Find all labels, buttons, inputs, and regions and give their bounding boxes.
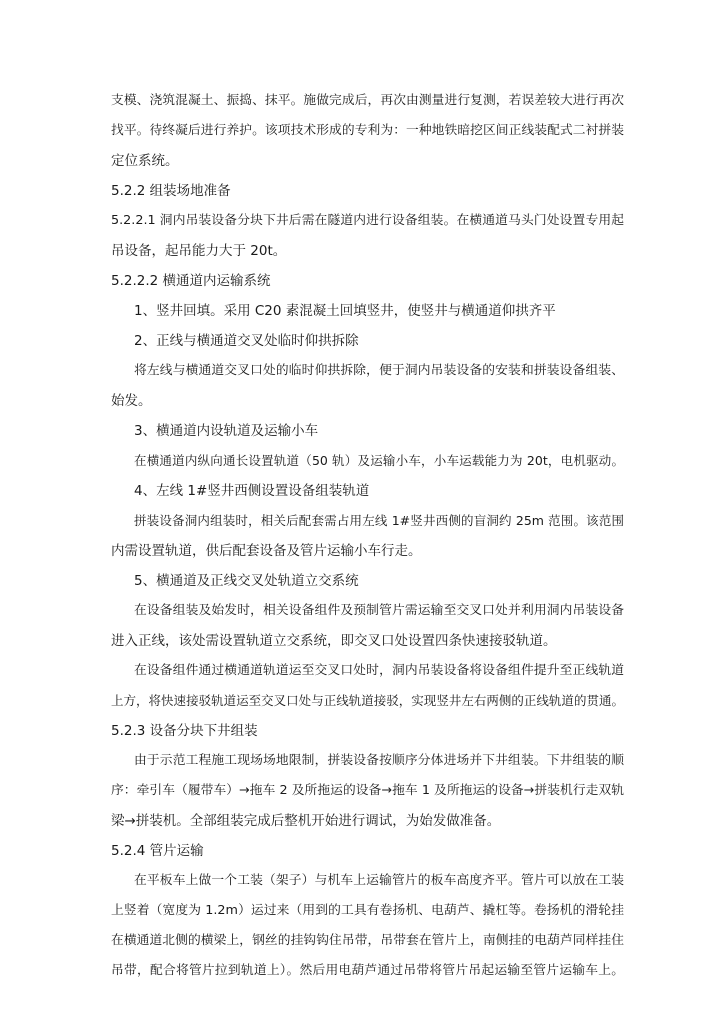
text-line: 进入正线，该处需设置轨道立交系统，即交叉口处设置四条快速接驳轨道。 bbox=[111, 633, 557, 649]
list-item: 1、竖井回填。采用 C20 素混凝土回填竖井，使竖井与横通道仰拱齐平 bbox=[134, 303, 556, 319]
text-line: 找平。待终凝后进行养护。该项技术形成的专利为：一种地铁暗挖区间正线装配式二衬拼装 bbox=[111, 123, 624, 138]
list-item: 2、正线与横通道交叉处临时仰拱拆除 bbox=[134, 333, 359, 349]
section-heading: 5.2.2 组装场地准备 bbox=[111, 183, 231, 199]
text-line: 将左线与横通道交叉口处的临时仰拱拆除，便于洞内吊装设备的安装和拼装设备组装、 bbox=[134, 363, 624, 378]
text-line: 拼装设备洞内组装时，相关后配套需占用左线 1#竖井西侧的盲洞约 25m 范围。该范围 bbox=[134, 513, 624, 528]
section-heading: 5.2.4 管片运输 bbox=[111, 843, 204, 859]
list-item: 5、横通道及正线交叉处轨道立交系统 bbox=[134, 573, 359, 589]
text-line: 吊设备，起吊能力大于 20t。 bbox=[111, 243, 287, 259]
text-line: 吊带，配合将管片拉到轨道上）。然后用电葫芦通过吊带将管片吊起运输至管片运输车上。 bbox=[111, 963, 624, 978]
text-line: 梁→拼装机。全部组装完成后整机开始进行调试，为始发做准备。 bbox=[111, 813, 501, 829]
text-line: 由于示范工程施工现场场地限制，拼装设备按顺序分体进场并下井组装。下井组装的顺 bbox=[134, 753, 624, 768]
section-heading: 5.2.3 设备分块下井组装 bbox=[111, 723, 258, 739]
text-line: 5.2.2.1 洞内吊装设备分块下井后需在隧道内进行设备组装。在横通道马头门处设置专用起 bbox=[111, 213, 624, 228]
section-heading: 5.2.2.2 横通道内运输系统 bbox=[111, 273, 271, 289]
text-line: 在横通道内纵向通长设置轨道（50 轨）及运输小车，小车运载能力为 20t，电机驱动。 bbox=[134, 453, 624, 468]
text-line: 在设备组装及始发时，相关设备组件及预制管片需运输至交叉口处并利用洞内吊装设备 bbox=[134, 603, 624, 618]
text-line: 定位系统。 bbox=[111, 153, 179, 169]
text-line: 上竖着（宽度为 1.2m）运过来（用到的工具有卷扬机、电葫芦、撬杠等。卷扬机的滑轮挂 bbox=[111, 903, 624, 918]
text-line: 上方，将快速接驳轨道运至交叉口处与正线轨道接驳，实现竖井左右两侧的正线轨道的贯通。 bbox=[111, 693, 624, 708]
list-item: 4、左线 1#竖井西侧设置设备组装轨道 bbox=[134, 483, 370, 499]
text-line: 在平板车上做一个工装（架子）与机车上运输管片的板车高度齐平。管片可以放在工装 bbox=[134, 873, 624, 888]
text-line: 在设备组件通过横通道轨道运至交叉口处时，洞内吊装设备将设备组件提升至正线轨道 bbox=[134, 663, 624, 678]
text-line: 支模、浇筑混凝土、振捣、抹平。施做完成后，再次由测量进行复测，若误差较大进行再次 bbox=[111, 93, 624, 108]
text-line: 在横通道北侧的横梁上，钢丝的挂钩钩住吊带，吊带套在管片上，南侧挂的电葫芦同样挂住 bbox=[111, 933, 624, 948]
text-line: 始发。 bbox=[111, 393, 152, 409]
list-item: 3、横通道内设轨道及运输小车 bbox=[134, 423, 319, 439]
text-line: 序：牵引车（履带车）→拖车 2 及所拖运的设备→拖车 1 及所拖运的设备→拼装机行走双轨 bbox=[111, 783, 624, 798]
text-line: 内需设置轨道，供后配套设备及管片运输小车行走。 bbox=[111, 543, 422, 559]
